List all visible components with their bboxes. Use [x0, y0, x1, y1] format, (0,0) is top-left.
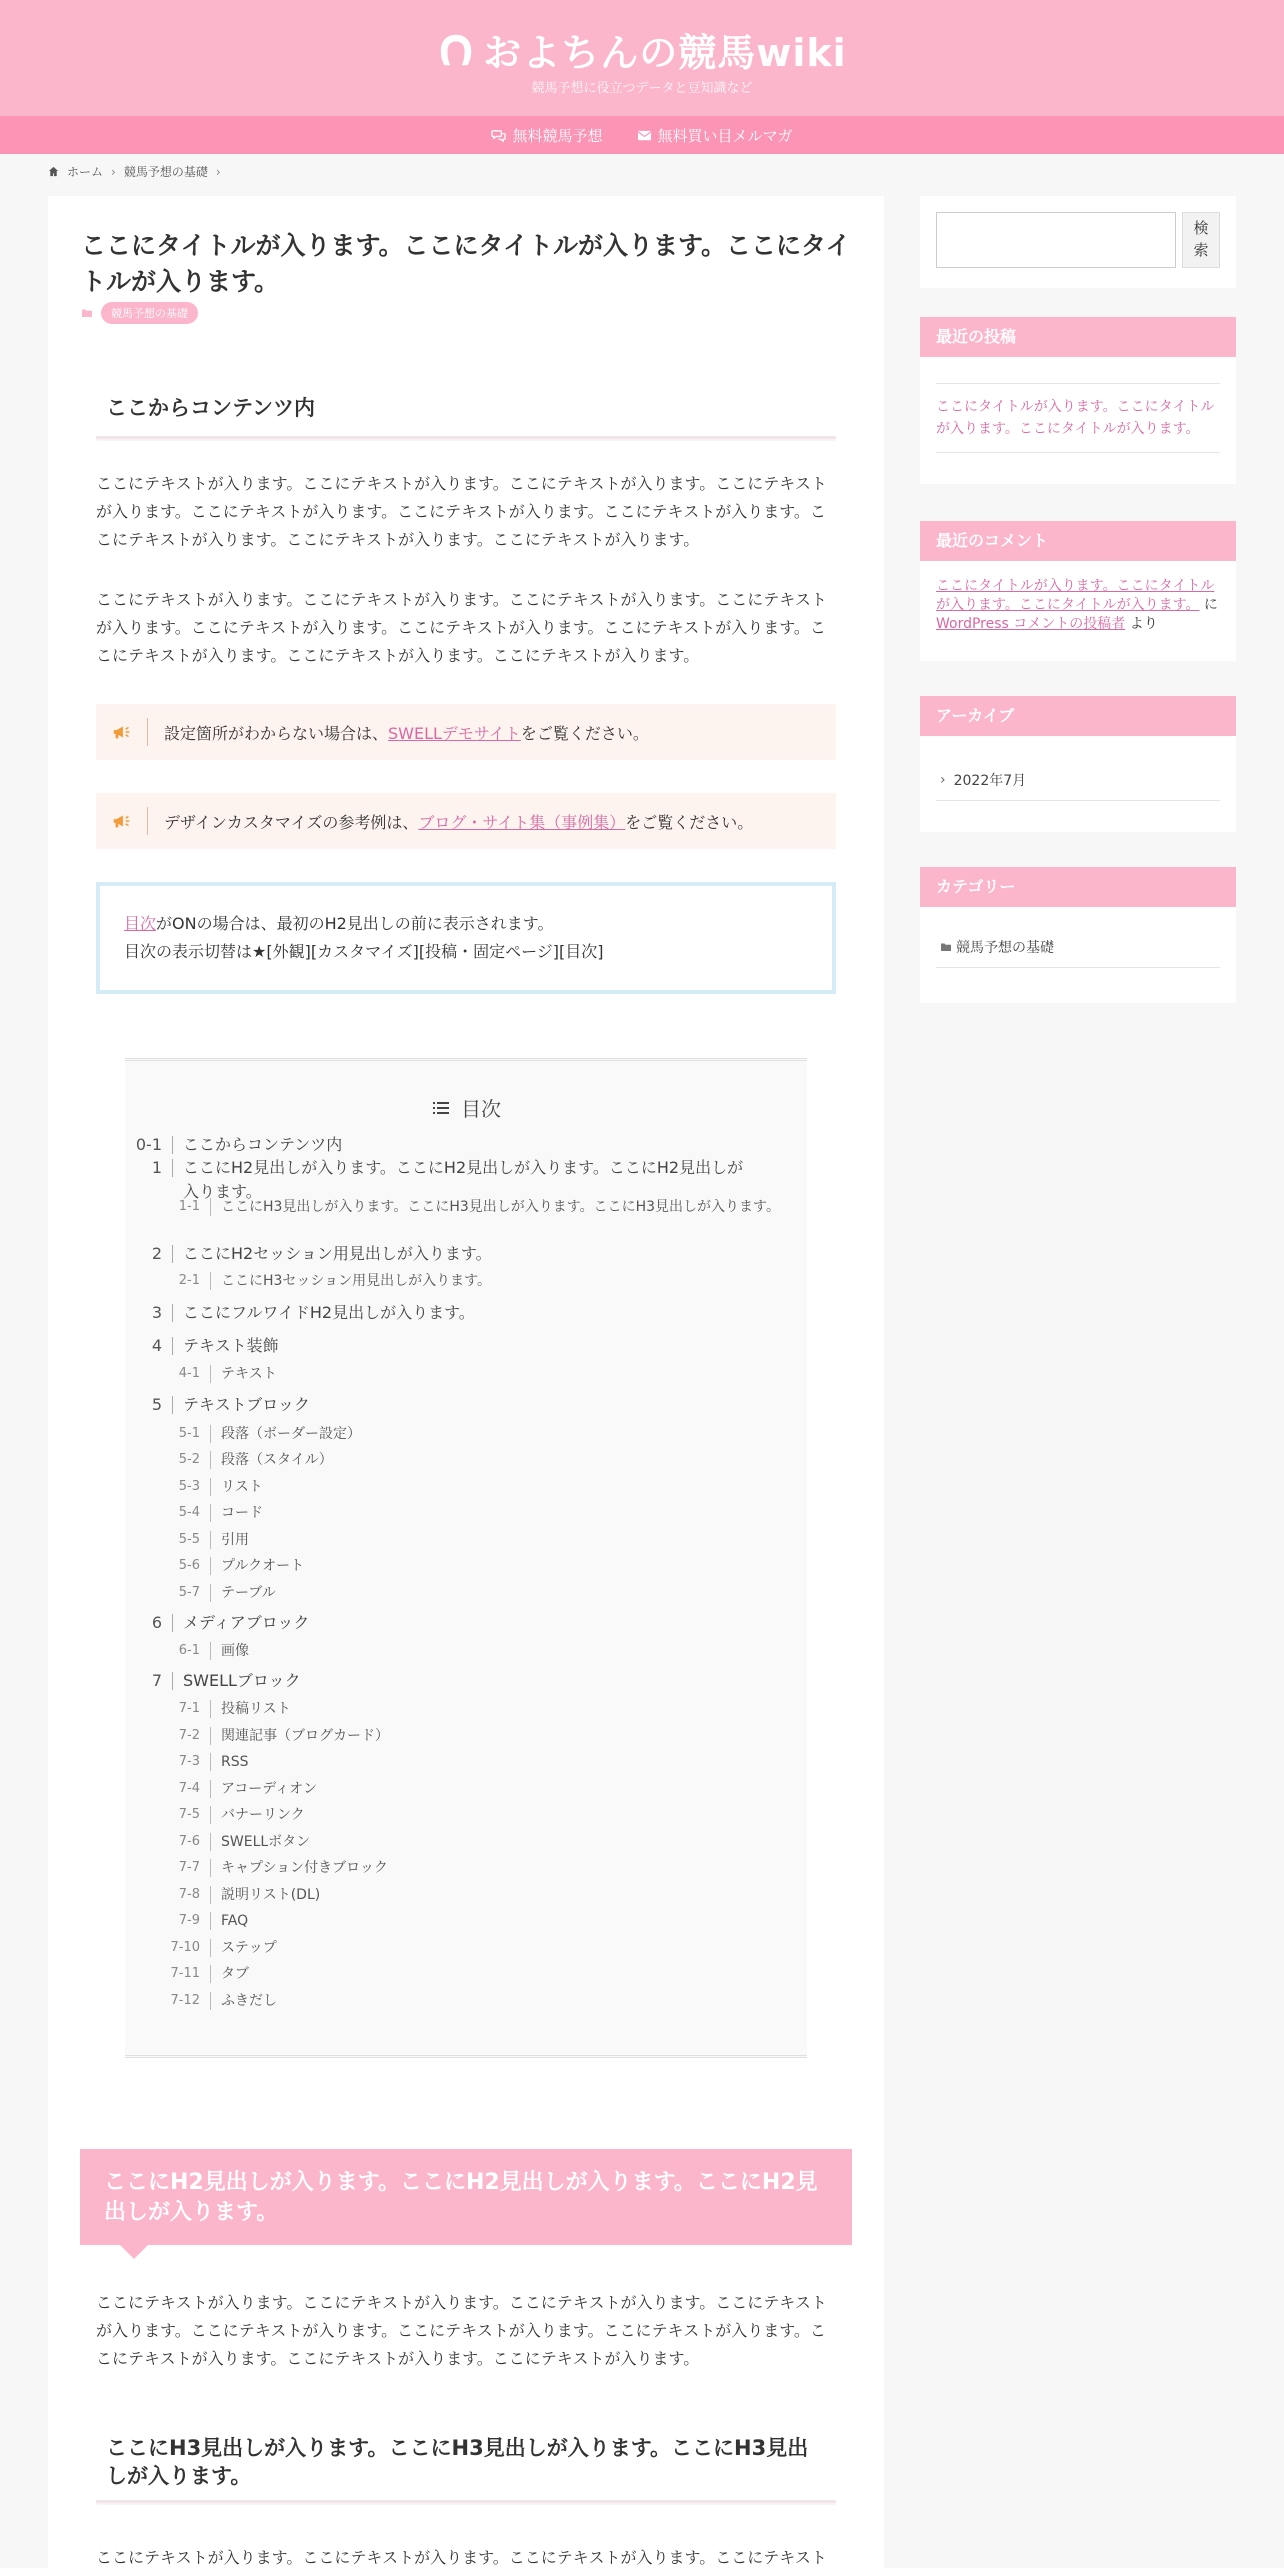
toc-info-box: [96, 882, 836, 994]
toc-item-number: 7-8: [168, 1886, 211, 1904]
paragraph: ここにテキストが入ります。ここにテキストが入ります。ここにテキストが入ります。ここにテキストが入ります。ここにテキストが入ります。ここにテキストが入ります。ここにテキストが入ります。ここにテキストが入ります。ここにテキストが入ります。ここにテキストが入ります。: [96, 2293, 827, 2368]
toc-item-number: 7-10: [168, 1939, 211, 1957]
widget-title: 最近の投稿: [920, 317, 1236, 357]
toc-item-text: コード: [221, 1505, 263, 1521]
toc-item-number: 7-6: [168, 1833, 211, 1851]
site-header: [0, 0, 1284, 116]
toc-item-text: RSS: [221, 1754, 249, 1770]
chevron-right-icon: ›: [215, 164, 221, 179]
toc-item-number: 5-2: [168, 1451, 211, 1469]
chat-bubbles-icon: [491, 128, 506, 143]
toc-item[interactable]: [168, 1962, 788, 1986]
notice-text: 設定箇所がわからない場合は、: [164, 723, 389, 743]
h2-tail: [120, 2245, 148, 2259]
toc-title-text: 目次: [461, 1097, 501, 1121]
toc-item-number: 5-7: [168, 1584, 211, 1602]
category-widget: [920, 867, 1236, 1003]
chevron-right-icon: ›: [111, 164, 116, 179]
megaphone-icon: [96, 718, 148, 746]
category-item[interactable]: [936, 927, 1220, 968]
toc-item[interactable]: [168, 1724, 788, 1748]
toc-item[interactable]: [144, 1301, 764, 1325]
toc-item[interactable]: [168, 1528, 788, 1552]
notice-text: をご覧ください。: [520, 723, 649, 743]
notice-text: デザインカスタマイズの参考例は、: [164, 812, 419, 832]
breadcrumb-home[interactable]: ホーム: [67, 165, 104, 179]
toc-item-text: テキスト装飾: [183, 1336, 279, 1355]
toc-item[interactable]: [144, 1393, 764, 1417]
folder-icon: [940, 941, 952, 953]
paragraph: ここにテキストが入ります。ここにテキストが入ります。ここにテキストが入ります。ここにテキスト: [96, 2548, 827, 2567]
toc-item-text: バナーリンク: [221, 1807, 305, 1823]
toc-item[interactable]: [168, 1856, 788, 1880]
toc-item[interactable]: [168, 1989, 788, 2013]
toc-item-text: FAQ: [221, 1913, 249, 1929]
toc-item[interactable]: [168, 1803, 788, 1827]
archive-item[interactable]: [936, 760, 1220, 801]
site-logo[interactable]: [437, 22, 846, 77]
toc-item-text: ここにH2見出しが入ります。ここにH2見出しが入ります。ここにH2見出しが入ります。: [183, 1158, 744, 1201]
toc-item[interactable]: [125, 1133, 745, 1157]
toc-item-text: ここにフルワイドH2見出しが入ります。: [183, 1303, 475, 1322]
h2-heading-text: ここにH2見出しが入ります。ここにH2見出しが入ります。ここにH2見出しが入ります。: [104, 2170, 818, 2225]
toc-item-number: 4: [144, 1337, 173, 1355]
recent-post-link[interactable]: ここにタイトルが入ります。ここにタイトルが入ります。ここにタイトルが入ります。: [936, 383, 1220, 453]
toc-item[interactable]: [168, 1475, 788, 1499]
toc-item[interactable]: [168, 1501, 788, 1525]
toc-item-text: リスト: [221, 1479, 263, 1495]
blog-examples-link[interactable]: ブログ・サイト集（事例集）: [418, 812, 626, 832]
toc-item-number: 5: [144, 1396, 173, 1414]
nav-item-label: 無料競馬予想: [512, 126, 603, 145]
toc-item-number: 6: [144, 1614, 173, 1632]
recent-comments-widget: [920, 521, 1236, 661]
toc-item[interactable]: [168, 1777, 788, 1801]
toc-item-text: アコーディオン: [221, 1781, 318, 1797]
toc-item-text: 説明リスト(DL): [221, 1887, 321, 1903]
paragraph: ここにテキストが入ります。ここにテキストが入ります。ここにテキストが入ります。ここにテキストが入ります。ここにテキストが入ります。ここにテキストが入ります。ここにテキストが入ります。ここにテキストが入ります。ここにテキストが入ります。ここにテキストが入ります。: [96, 590, 827, 665]
toc-item-number: 7-9: [168, 1912, 211, 1930]
toc-item-number: 1: [144, 1159, 173, 1177]
toc-item[interactable]: [168, 1448, 788, 1472]
toc-item[interactable]: [144, 1611, 764, 1635]
toc-item[interactable]: [168, 1422, 788, 1446]
home-icon: [48, 166, 59, 177]
toc-item-text: 投稿リスト: [221, 1701, 291, 1717]
demo-site-link[interactable]: SWELLデモサイト: [388, 723, 521, 743]
post-category-row: [81, 302, 198, 324]
toc-item-text: ここにH3見出しが入ります。ここにH3見出しが入ります。ここにH3見出しが入ります。: [221, 1199, 780, 1215]
toc-item-text: テキスト: [221, 1366, 277, 1382]
paragraph: ここにテキストが入ります。ここにテキストが入ります。ここにテキストが入ります。ここにテキストが入ります。ここにテキストが入ります。ここにテキストが入ります。ここにテキストが入ります。ここにテキストが入ります。ここにテキストが入ります。ここにテキストが入ります。: [96, 474, 827, 549]
toc-item[interactable]: [168, 1195, 788, 1219]
site-name: およちんの競馬wiki: [483, 31, 847, 75]
toc-item[interactable]: [144, 1242, 764, 1266]
breadcrumb-category[interactable]: 競馬予想の基礎: [123, 165, 208, 179]
nav-item-label: 無料買い目メルマガ: [657, 126, 793, 145]
toc-item[interactable]: [168, 1581, 788, 1605]
global-nav: [0, 116, 1284, 154]
heading-contents: ここからコンテンツ内: [96, 392, 836, 439]
toc-item-text: ここにH3セッション用見出しが入ります。: [221, 1273, 492, 1289]
toc-item-number: 7-7: [168, 1859, 211, 1877]
toc-item[interactable]: [168, 1269, 788, 1293]
toc-item-number: 3: [144, 1304, 173, 1322]
toc-item-number: 7: [144, 1672, 173, 1690]
envelope-icon: [637, 128, 652, 143]
toc-item-text: 段落（スタイル）: [221, 1452, 333, 1468]
toc-item-text: 関連記事（ブログカード）: [221, 1728, 389, 1744]
toc-item-number: 2-1: [168, 1272, 211, 1290]
h3-heading: ここにH3見出しが入ります。ここにH3見出しが入ります。ここにH3見出しが入ります。: [96, 2434, 836, 2503]
toc-item[interactable]: [144, 1669, 764, 1693]
nav-item-free-prediction[interactable]: [491, 125, 602, 146]
toc-item[interactable]: [168, 1554, 788, 1578]
toc-item-text: テーブル: [221, 1585, 276, 1601]
toc-item-number: 5-5: [168, 1531, 211, 1549]
toc-item-number: 1-1: [168, 1198, 211, 1216]
toc-item-text: プルクオート: [221, 1558, 305, 1574]
toc-item-text: 段落（ボーダー設定）: [221, 1426, 361, 1442]
toc-item-number: 7-1: [168, 1700, 211, 1718]
category-badge[interactable]: 競馬予想の基礎: [101, 302, 198, 324]
toc-item-number: 6-1: [168, 1642, 211, 1660]
toc-item-number: 4-1: [168, 1365, 211, 1383]
toc-item-number: 7-2: [168, 1727, 211, 1745]
chevron-right-icon: ›: [940, 772, 946, 788]
megaphone-icon: [96, 807, 148, 835]
toc-item-text: ステップ: [221, 1940, 277, 1956]
comment-text: に: [1199, 597, 1218, 613]
toc-item-number: 5-3: [168, 1478, 211, 1496]
nav-item-mail-magazine[interactable]: [637, 125, 793, 146]
toc-item-text: SWELLブロック: [183, 1671, 301, 1690]
comment-text: より: [1125, 616, 1158, 632]
toc-item-text: ここにH2セッション用見出しが入ります。: [183, 1244, 492, 1263]
comment-author-link[interactable]: WordPress コメントの投稿者: [936, 616, 1126, 632]
toc-link[interactable]: 目次: [124, 914, 157, 933]
toc-item-text: メディアブロック: [183, 1613, 310, 1632]
toc-item[interactable]: [168, 1830, 788, 1854]
archive-item-label: 2022年7月: [953, 773, 1027, 789]
recent-comment: [936, 577, 1220, 634]
widget-title: カテゴリー: [920, 867, 1236, 907]
widget-title: アーカイブ: [920, 696, 1236, 736]
toc-item[interactable]: [168, 1936, 788, 1960]
toc-item-text: タブ: [221, 1966, 249, 1982]
toc-item-number: 7-5: [168, 1806, 211, 1824]
toc-item[interactable]: [168, 1639, 788, 1663]
toc-item[interactable]: [168, 1750, 788, 1774]
search-widget: [920, 196, 1236, 288]
toc-item-text: キャプション付きブロック: [221, 1860, 388, 1876]
breadcrumb: [48, 163, 221, 180]
toc-item-number: 7-11: [168, 1965, 211, 1983]
h2-heading: [80, 2149, 852, 2245]
toc-item-number: 7-4: [168, 1780, 211, 1798]
article-card: [48, 196, 884, 2568]
archive-widget: [920, 696, 1236, 832]
table-of-contents: [125, 1058, 807, 2058]
category-item-label: 競馬予想の基礎: [956, 940, 1054, 956]
horseshoe-icon: [437, 31, 475, 69]
folder-icon: [81, 307, 93, 319]
toc-item-text: SWELLボタン: [221, 1834, 311, 1850]
toc-item[interactable]: [168, 1909, 788, 1933]
toc-item-number: 2: [144, 1245, 173, 1263]
list-icon: [431, 1098, 451, 1118]
notice-box: [96, 793, 836, 849]
search-button[interactable]: 検索: [1182, 212, 1220, 268]
toc-item-number: 5-6: [168, 1557, 211, 1575]
widget-title: 最近のコメント: [920, 521, 1236, 561]
toc-item[interactable]: [168, 1362, 788, 1386]
toc-item-text: ここからコンテンツ内: [183, 1135, 343, 1154]
toc-item-number: 5-1: [168, 1425, 211, 1443]
toc-title: [125, 1093, 807, 1122]
toc-item-text: 画像: [221, 1643, 249, 1659]
toc-note-text: がONの場合は、最初のH2見出しの前に表示されます。: [156, 914, 554, 933]
notice-box: [96, 704, 836, 760]
notice-text: をご覧ください。: [625, 812, 754, 832]
toc-item-number: 7-12: [168, 1992, 211, 2010]
post-title: ここにタイトルが入ります。ここにタイトルが入ります。ここにタイトルが入ります。: [81, 231, 851, 296]
recent-posts-widget: [920, 317, 1236, 484]
toc-item-text: ふきだし: [221, 1993, 277, 2009]
toc-note-text: 目次の表示切替は★[外観][カスタマイズ][投稿・固定ページ][目次]: [124, 942, 604, 961]
toc-item-text: 引用: [221, 1532, 249, 1548]
comment-post-link[interactable]: ここにタイトルが入ります。ここにタイトルが入ります。ここにタイトルが入ります。: [936, 578, 1215, 613]
toc-item[interactable]: [168, 1697, 788, 1721]
toc-item[interactable]: [144, 1334, 764, 1358]
site-tagline: 競馬予想に役立つデータと豆知識など: [531, 81, 753, 96]
toc-item-number: 7-3: [168, 1753, 211, 1771]
toc-item-number: 0-1: [125, 1136, 173, 1154]
toc-item-text: テキストブロック: [183, 1395, 310, 1414]
toc-item-number: 5-4: [168, 1504, 211, 1522]
search-input[interactable]: [936, 212, 1176, 268]
toc-item[interactable]: [168, 1883, 788, 1907]
